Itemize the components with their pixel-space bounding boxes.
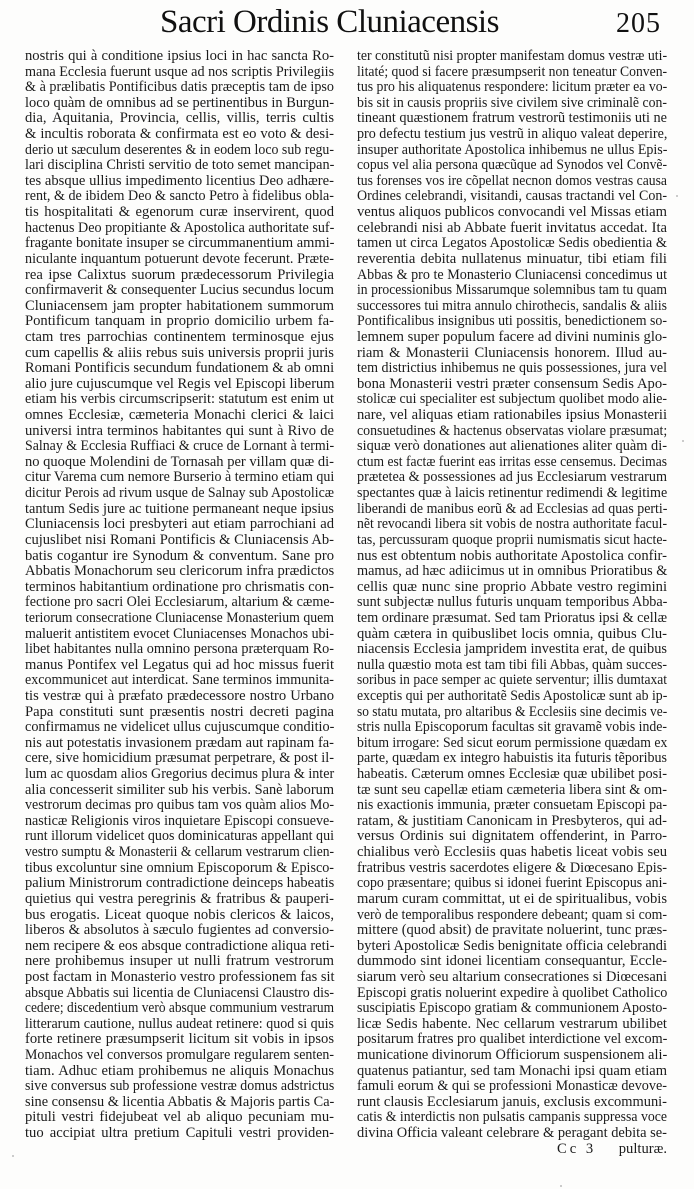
text-line: sunt subjectæ nullus futuris unquam temporibus Abba- <box>357 594 668 611</box>
text-line: ter constitutũ nisi propter manifestam domus vestræ uti- <box>357 48 668 64</box>
text-line: tamen ut circa Legatos Apostolicæ Sedis obedientia & <box>357 235 667 252</box>
text-line: ctam tres parrochias continentem terminosque ejus <box>25 328 334 345</box>
text-line: rea ipse Calixtus suorum prædecessorum Privilegia <box>25 266 334 283</box>
text-line: batis cogantur ire Synodum & conventum. Sane pro <box>25 547 334 564</box>
text-line: marum curam committat, ut ei de spiritualibus, vobis <box>357 890 667 907</box>
text-line: tuo accipiat ultra pretium Capituli vestri providen- <box>25 1125 334 1142</box>
text-line: teriorum consecratione Cluniacense Monasterium quem <box>25 609 334 626</box>
scan-speck <box>12 1155 14 1157</box>
text-line: post factam in Monasterio vestro professionem fas sit <box>25 968 335 985</box>
text-line: bitum irrogare: Sed sicut eorum permissione quædam ex <box>357 734 668 751</box>
text-line: ventus aliquos publicos convocandi vel Missas etiam <box>357 204 667 221</box>
text-line: siarum verò seu altarium consecrationes si Diœcesani <box>357 968 667 985</box>
text-line: Romani Pontificis secundum fundationem & ab omni <box>25 360 335 377</box>
text-line: citur Varema cum nemore Burserio à termino etiam qui <box>25 469 335 486</box>
text-line: liberos & absolutos à sæculo fugientes ad conversio- <box>25 922 334 939</box>
text-line: dia, Aquitania, Provincia, cellis, villis, terris cultis <box>25 110 334 127</box>
text-line: stolicæ cui specialiter est subjectum quolibet modo alie- <box>357 391 667 408</box>
text-line: cellis quæ nunc sine proprio Abbate vestro regimini <box>357 578 667 595</box>
text-line: suscipiatis Episcopo gratiam & communionem Aposto- <box>357 1000 668 1017</box>
text-line: confirmaverit & consequenter Lucius secundus locum <box>25 282 334 299</box>
text-line: soribus in pace semper ac quiete serventur; illis dumtaxat <box>357 672 667 689</box>
text-line: nere prohibemus insuper ut nulli fratrum vestrorum <box>25 953 334 970</box>
text-line: fragante bonitate insuper se circummanentium ammi- <box>25 235 335 252</box>
text-line: ctum est factæ fuerint eas irritas esse censemus. Decimas <box>357 453 667 470</box>
text-line: tus forenses vos ire cõpellat necnon domos vestras causa <box>357 172 667 189</box>
text-line: tis vestræ qui à præfato prædecessore nostro Urbano <box>25 687 334 704</box>
text-line: consuetudines & hactenus observatas violare præsumat; <box>357 422 668 439</box>
text-line: quatenus patiantur, sed tam Monachi ipsi quam etiam <box>357 1062 667 1079</box>
text-line: alio jure cujuscumque vel Regis vel Episcopi liberum <box>25 375 335 392</box>
text-line: nostris qui à conditione ipsius loci in hac sancta Ro- <box>25 48 334 64</box>
text-line: mamus, ad hæc adiicimus ut in omnibus Prioratibus & <box>357 563 668 580</box>
text-line: positarum fratres pro qualibet interdictione vel excom- <box>357 1031 668 1048</box>
text-line: sive conversus sub professione vestræ domus adstrictus <box>25 1078 335 1095</box>
text-line: insuper authoritate Apostolica inhibemus ne ullus Epis- <box>357 141 668 158</box>
text-line: tibus excoluntur sine omnium Episcoporum & Episco- <box>25 859 334 876</box>
text-line: sine consensu & licentia Abbatis & Majoris partis Ca- <box>25 1093 335 1110</box>
text-line: runt illorum videlicet quos dominicaturas appellant qui <box>25 828 334 845</box>
text-line: universi intra terminos habitantes qui sunt à Rivo de <box>25 422 334 439</box>
text-line: palium Ministrorum contradictione deinceps habeatis <box>25 875 335 892</box>
text-line: bona Monasterii vestri præter consensum Sedis Apo- <box>357 375 667 392</box>
scan-speck <box>682 440 684 442</box>
text-line: so statu mutata, pro altaribus & Ecclesiis sine decimis ve- <box>357 703 668 720</box>
text-line: tem ordinare præsumat. Sed tam Prioratus ipsi & cellæ <box>357 609 667 626</box>
text-line: ratam, & justitiam Canonicam in Presbyteros, qui ad- <box>357 812 667 829</box>
text-line: nis aut potestatis invasionem prædam aut rapinam fa- <box>25 734 334 751</box>
text-line: famuli eorum & qui se professioni Monasticæ devove- <box>357 1078 667 1095</box>
text-line: Abbatis Monachorum seu clericorum infra prædictos <box>25 563 335 580</box>
text-line: celebrandi nisi ab Abbate fuerit invitatus accedat. Ita <box>357 219 667 236</box>
text-line: nus est obtentum nobis authoritate Apostolica confir- <box>357 547 667 564</box>
text-line: Papa constituti sunt præsentis nostri decreti pagina <box>25 703 334 720</box>
text-line: tes absque ullius impedimento licentius Deo adhære- <box>25 172 334 189</box>
text-line: litaté; quod si facere præsumpserit non teneatur Conven- <box>357 63 668 80</box>
text-line: Pontificalibus insignibus uti possitis, benedictionem so- <box>357 313 667 330</box>
text-line: niculante inquantum potuerunt devote fecerunt. Præte- <box>25 250 334 267</box>
text-line: tæ sunt seu capellæ etiam cæmeteria libera sint & om- <box>357 781 667 798</box>
text-line: Pontificum tanquam in proprio domicilio urbem fa- <box>25 313 334 330</box>
text-line: liberandi de manibus eorũ & ad Ecclesias ad quas perti- <box>357 500 668 517</box>
text-line: bus erogatis. Liceat quoque nobis clericos & laicos, <box>25 906 334 923</box>
text-line: forte retinere præsumpserit licitum sit vobis in ipsos <box>25 1031 334 1048</box>
text-line: Episcopi gratis noluerint expedire à quolibet Catholico <box>357 984 668 1001</box>
text-line: mittere (quod absit) de pravitate noluerint, tunc præs- <box>357 922 668 939</box>
text-line: copus vel alia persona quæcũque ad Synodos vel Convẽ- <box>357 157 667 174</box>
text-line: alia concesserit similiter sub his verbis. Sanè laborum <box>25 781 334 798</box>
text-line: Monachos vel conversos promulgare regularem senten- <box>25 1047 334 1063</box>
text-line: stris nulla Episcoporum facultas sit gravamẽ vobis inde- <box>357 719 667 736</box>
text-line: parte, quædam ex integro habuistis ita futuris tẽporibus <box>357 750 667 767</box>
text-line: tiam. Adhuc etiam prohibemus ne aliquis Monachus <box>25 1062 334 1079</box>
text-line: tus pro his aliquatenus respondere: licitum præter ea vo- <box>357 79 668 96</box>
text-line: excommunicet aut interdicat. Sane terminos immunita- <box>25 672 334 689</box>
right-column <box>357 49 667 1142</box>
text-line: byteri Apostolicæ Sedis benignitate officia celebrandi <box>357 937 668 954</box>
text-line: & à prælibatis Pontificibus datis præceptis tam de ipso <box>25 79 334 96</box>
text-line: confirmamus ne videlicet ullus cujuscumque conditio- <box>25 719 335 736</box>
text-line: habeatis. Cæterum omnes Ecclesiæ quæ ubilibet posi- <box>357 766 667 783</box>
text-line: nulla quæstio mota est tam tibi fili Abbas, quàm succes- <box>357 656 667 673</box>
text-line: vestrorum decimas pro quibus tam vos quàm alios Mo- <box>25 797 334 814</box>
text-line: runt clausis Ecclesiarum januis, exclusis excommuni- <box>357 1093 667 1110</box>
text-line: in processionibus Missarumque solemnibus tam tu quam <box>357 282 667 299</box>
left-column <box>25 49 334 1142</box>
text-line: libet habitantes nulla omnino persona præterquam Ro- <box>25 641 334 658</box>
text-line: siquæ verò donationes aut alienationes aliter quàm di- <box>357 438 667 455</box>
text-line: licæ Sedis habente. Nec cellarum vestrarum ubilibet <box>357 1015 667 1032</box>
text-line: nare, vel aliquas etiam rationabiles ipsius Monasterii <box>357 407 667 424</box>
text-line: nẽt revocandi libera sit vobis de nostra authoritate facul- <box>357 516 668 533</box>
text-line: spectantes quæ à laicis retinentur redimendi & legitime <box>357 485 668 502</box>
text-line: manus Pontifex vel Legatus qui ad hoc missus fuerit <box>25 656 334 673</box>
text-line: cum capellis & aliis rebus suis universis proprii juris <box>25 344 334 361</box>
text-line: terminos habitantium ordinatione pro chrismatis con- <box>25 578 334 595</box>
text-line: absque Abbatis sui licentia de Cluniacensi Claustro dis- <box>25 984 334 1001</box>
text-line: catis & interdictis non pulsatis campanis suppressa voce <box>357 1109 667 1126</box>
text-line: versus Ordinis sui dignitatem offenderint, in Parro- <box>357 828 667 845</box>
text-line: chialibus verò Ecclesiis quas habetis liceat vobis seu <box>357 844 667 861</box>
text-line: Ordines celebrandi, visitandi, causas tractandi vel Con- <box>357 188 667 205</box>
text-line: successores tui mitra annulo chirothecis, sandalis & aliis <box>357 297 667 314</box>
text-line: niacensis Ecclesia jampridem investita erat, de quibus <box>357 641 667 658</box>
running-head <box>0 0 694 50</box>
text-line: verò de temporalibus respondere debeant; quam si com- <box>357 906 668 923</box>
text-line: mana Ecclesia fuerunt usque ad nos scriptis Privilegiis <box>25 63 335 80</box>
text-line: nasticæ Religionis viros inquietare Episcopi consueve- <box>25 812 334 829</box>
page-footer <box>357 1141 667 1157</box>
running-title: Sacri Ordinis Cluniacensis <box>160 4 499 40</box>
text-line: etiam his verbis circumscripserit: statutum est enim ut <box>25 391 334 408</box>
text-line: fectione pro sacri Olei Ecclesiarum, altarium & cæme- <box>25 594 335 611</box>
text-line: tantum Sedis jure ac tuitione permaneant neque ipsius <box>25 500 334 517</box>
text-line: derio ut sæculum deserentes & in eodem loco sub regu- <box>25 141 334 158</box>
text-line: pituli vestri fidejubeat vel ab aliquo pecuniam mu- <box>25 1109 334 1126</box>
text-line: riam & Monasterii Cluniacensis honorem. Illud au- <box>357 344 667 361</box>
text-line: divina Officia valeant celebrare & peragant debita se- <box>357 1125 667 1142</box>
text-line: hactenus Deo propitiante & Apostolica authoritate suf- <box>25 219 335 236</box>
text-line: Salnay & Ecclesia Ruffiaci & cruce de Lornant à termi- <box>25 438 335 455</box>
text-line: copo præsentare; quibus si idonei fuerint Episcopus ani- <box>357 875 667 892</box>
text-line: nis exactionis immunia, præter consuetam Episcopi pa- <box>357 797 668 814</box>
text-line: no quoque Molendini de Tornasah per villam quæ di- <box>25 453 334 470</box>
text-line: fratribus vestris sacerdotes eligere & Diœcesano Epis- <box>357 859 667 876</box>
text-line: vestro sumptu & Monasterii & cellarum vestrarum clien- <box>25 844 334 861</box>
text-line: Cluniacensis loci presbyteri aut etiam parrochiani ad <box>25 516 334 533</box>
text-line: reverentia debita nullatenus minuatur, tibi etiam fili <box>357 250 667 267</box>
text-line: & incultis roborata & confirmata est eo voto & desi- <box>25 126 334 143</box>
text-line: exceptis qui per authoritatẽ Sedis Apostolicæ sunt ab ip- <box>357 687 668 704</box>
text-line: pro defectu testium jus vestrũ in aliquo valeat deperire, <box>357 126 668 143</box>
text-line: lemnem super populum facere ad divini numinis glo- <box>357 328 668 345</box>
text-line: nem recipere & eos absque contradictione aliqua reti- <box>25 937 335 954</box>
text-line: tem districtius inhibemus ne quis possessiones, jura vel <box>357 360 667 377</box>
text-line: dummodo sint idonei licentiam consequantur, Eccle- <box>357 953 667 970</box>
text-line: tis hospitalitati & egenorum curæ inservirent, quod <box>25 204 334 221</box>
text-line: rent, & de ibidem Deo & sancto Petro à fidelibus obla- <box>25 188 334 205</box>
catchword: pulturæ. <box>618 1141 667 1157</box>
scan-speck <box>676 195 678 197</box>
text-line: prætetea & possessiones ad jus Ecclesiarum vestrarum <box>357 469 667 486</box>
text-line: lari disciplina Christi servitio de toto semet mancipan- <box>25 157 335 174</box>
signature-mark: Cc 3 <box>557 1141 597 1157</box>
text-line: cedere; discedentium verò absque communium vestrarum <box>25 1000 334 1017</box>
text-line: Cluniacensem jam propter habitationem summorum <box>25 297 334 314</box>
text-line: cujuslibet nisi Romani Pontificis & Cluniacensis Ab- <box>25 531 334 548</box>
text-line: litterarum cautione, nullus audeat retinere: quod si quis <box>25 1015 334 1032</box>
text-line: quàm cætera in quibuslibet locis omnia, quibus Clu- <box>357 625 667 642</box>
text-line: tineant quæstionem fratrum vestrorũ testimoniis uti ne <box>357 110 667 127</box>
text-line: municatione divinorum Officiorum suspensionem ali- <box>357 1047 668 1063</box>
scan-speck <box>560 1185 562 1187</box>
text-line: cere, sive homicidium præsumat perpetrare, & post il- <box>25 750 334 767</box>
text-line: tas, percussuram quoque proprii numismatis sicut hacte- <box>357 531 667 548</box>
text-line: bis sit in causis propriis sive civilem sive criminalẽ con- <box>357 94 667 111</box>
text-line: maluerit antistitem evocet Cluniacenses Monachos ubi- <box>25 625 334 642</box>
page-number: 205 <box>616 8 661 39</box>
text-line: Abbas & pro te Monasterio Cluniacensi concedimus ut <box>357 266 667 283</box>
text-line: omnes Ecclesiæ, cæmeteria Monachi clerici & laici <box>25 407 334 424</box>
text-line: lum ac quosdam alios Gregorius decimus plura & inter <box>25 766 335 783</box>
text-line: quietius qui vestra peregrinis & fratribus & pauperi- <box>25 890 334 907</box>
text-line: dicitur Perois ad rivum usque de Salnay sub Apostolicæ <box>25 485 334 502</box>
text-line: loco quàm de omnibus ad se pertinentibus in Burgun- <box>25 94 334 111</box>
